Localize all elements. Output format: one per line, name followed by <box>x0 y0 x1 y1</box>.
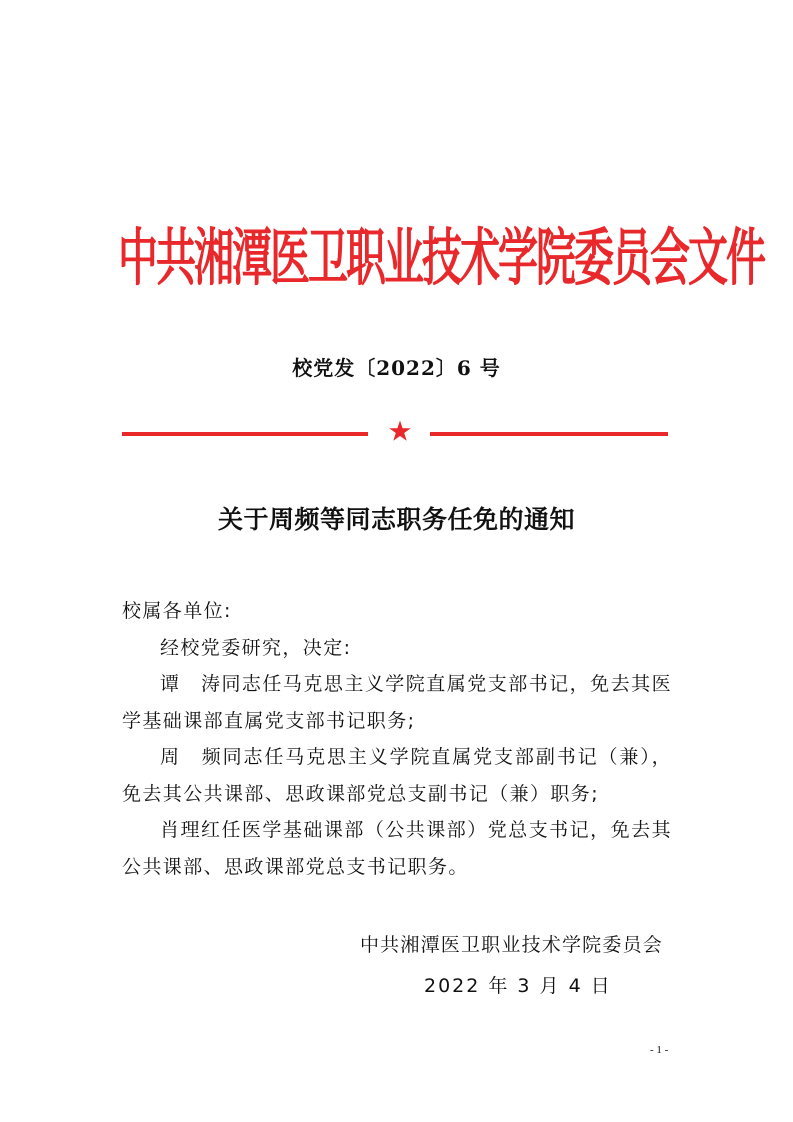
paragraph-appointment-2: 周 频同志任马克思主义学院直属党支部副书记（兼），免去其公共课部、思政课部党总支副书记（兼）职务; <box>122 746 672 805</box>
notice-body <box>122 593 672 885</box>
star-icon <box>388 419 412 443</box>
notice-title: 关于周频等同志职务任免的通知 <box>217 505 575 534</box>
red-divider-left <box>122 432 368 436</box>
masthead-title: 中共湘潭医卫职业技术学院委员会文件 <box>118 223 764 295</box>
paragraph-appointment-1: 谭 涛同志任马克思主义学院直属党支部书记，免去其医学基础课部直属党支部书记职务; <box>122 673 672 732</box>
paragraph-appointment-3: 肖理红任医学基础课部（公共课部）党总支书记，免去其公共课部、思政课部党总支书记职务。 <box>122 819 672 878</box>
document-number: 校党发〔2022〕6 号 <box>292 356 501 380</box>
signature-date: 2022 年 3 月 4 日 <box>424 975 612 997</box>
signature-organization: 中共湘潭医卫职业技术学院委员会 <box>359 934 663 956</box>
red-divider-right <box>430 432 668 436</box>
page-number: - 1 - <box>650 1044 669 1056</box>
paragraph-decision: 经校党委研究，决定: <box>160 636 352 659</box>
salutation: 校属各单位: <box>122 600 232 622</box>
